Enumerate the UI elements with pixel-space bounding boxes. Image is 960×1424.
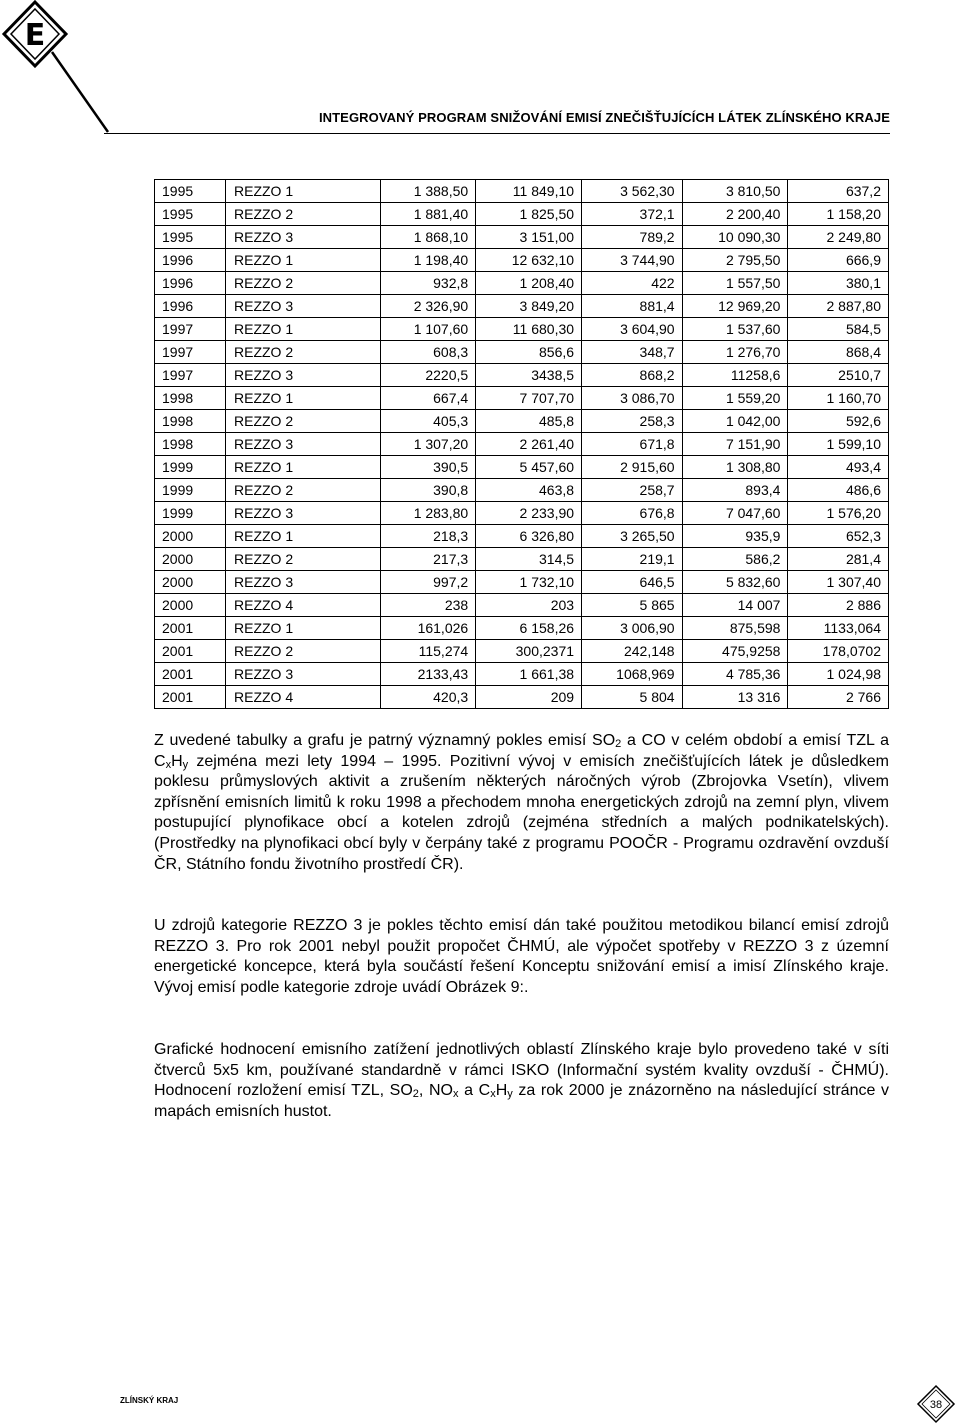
value-cell: 1 024,98 [788, 663, 889, 686]
value-cell: 12 632,10 [476, 249, 582, 272]
value-cell: 1 307,40 [788, 571, 889, 594]
value-cell: 7 707,70 [476, 387, 582, 410]
value-cell: 584,5 [788, 318, 889, 341]
category-cell: REZZO 1 [226, 249, 381, 272]
category-cell: REZZO 2 [226, 640, 381, 663]
table-row [155, 571, 889, 594]
year-cell: 1995 [155, 180, 226, 203]
value-cell: 2 249,80 [788, 226, 889, 249]
category-cell: REZZO 1 [226, 617, 381, 640]
year-cell: 1997 [155, 318, 226, 341]
category-cell: REZZO 2 [226, 341, 381, 364]
value-cell: 1 388,50 [381, 180, 476, 203]
value-cell: 586,2 [682, 548, 788, 571]
emissions-table [154, 179, 889, 709]
value-cell: 997,2 [381, 571, 476, 594]
value-cell: 1 559,20 [682, 387, 788, 410]
paragraph-3: Grafické hodnocení emisního zatížení jednotlivých oblastí Zlínského kraje bylo provedeno také v síti čtverců 5x5 km, používané standardně v rámci ISKO (Informační systém kvality ovzduší - ČHMÚ). Hodnocení rozložení emisí TZL, $SO_2$, $NO_x$ a $C_xH_y$ za rok 2000 je znázorněno na následující stránce v mapách emisních hustot. [154, 1041, 889, 1120]
category-cell: REZZO 3 [226, 433, 381, 456]
value-cell: 856,6 [476, 341, 582, 364]
value-cell: 881,4 [582, 295, 683, 318]
value-cell: 5 832,60 [682, 571, 788, 594]
value-cell: 7 047,60 [682, 502, 788, 525]
year-cell: 2001 [155, 617, 226, 640]
table-row [155, 226, 889, 249]
table-row [155, 525, 889, 548]
value-cell: 209 [476, 686, 582, 709]
table-row [155, 249, 889, 272]
category-cell: REZZO 2 [226, 548, 381, 571]
value-cell: 932,8 [381, 272, 476, 295]
year-cell: 1996 [155, 295, 226, 318]
table-row [155, 479, 889, 502]
value-cell: 300,2371 [476, 640, 582, 663]
year-cell: 2001 [155, 663, 226, 686]
paragraph-1: Z uvedené tabulky a grafu je patrný významný pokles emisí $SO_2$ a CO v celém období a emisí TZL a $C_xH_y$ zejména mezi lety 1994 – 1995. Pozitivní vývoj v emisích znečišťujících látek je důsledkem poklesu průmyslových aktivit a zrušením některých náročných výrob (Zbrojovka Vsetín), vlivem zpřísnění emisních limitů k roku 1998 a přechodem mnoha energetických zdrojů na zemní plyn, vlivem postupující plynofikace obcí a kotelen zdrojů (zejména středních a malých podnikatelských). (Prostředky na plynofikaci obcí byly v čerpány také z programu POOČR - Programu ozdravění ovzduší ČR, Státního fondu životního prostředí ČR). [154, 732, 890, 873]
category-cell: REZZO 3 [226, 364, 381, 387]
value-cell: 5 457,60 [476, 456, 582, 479]
table-row [155, 548, 889, 571]
value-cell: 1 825,50 [476, 203, 582, 226]
year-cell: 1998 [155, 433, 226, 456]
value-cell: 935,9 [682, 525, 788, 548]
value-cell: 493,4 [788, 456, 889, 479]
value-cell: 1 276,70 [682, 341, 788, 364]
year-cell: 2000 [155, 525, 226, 548]
category-cell: REZZO 3 [226, 502, 381, 525]
value-cell: 676,8 [582, 502, 683, 525]
value-cell: 422 [582, 272, 683, 295]
category-cell: REZZO 1 [226, 180, 381, 203]
value-cell: 420,3 [381, 686, 476, 709]
category-cell: REZZO 2 [226, 203, 381, 226]
value-cell: 372,1 [582, 203, 683, 226]
value-cell: 2 766 [788, 686, 889, 709]
value-cell: 3 604,90 [582, 318, 683, 341]
value-cell: 11 680,30 [476, 318, 582, 341]
value-cell: 6 158,26 [476, 617, 582, 640]
category-cell: REZZO 1 [226, 318, 381, 341]
table-row [155, 272, 889, 295]
value-cell: 348,7 [582, 341, 683, 364]
value-cell: 218,3 [381, 525, 476, 548]
value-cell: 1 307,20 [381, 433, 476, 456]
value-cell: 868,2 [582, 364, 683, 387]
paragraph-2: U zdrojů kategorie REZZO 3 je pokles těchto emisí dán také použitou metodikou bilancí emisí zdrojů REZZO 3. Pro rok 2001 nebyl použit propočet ČHMÚ, ale výpočet spotřeby v REZZO 3 z územní energetické koncepce, která byla součástí řešení Konceptu snižování emisí a imisí Zlínského kraje. Vývoj emisí podle kategorie zdroje uvádí Obrázek 9:. [154, 917, 889, 996]
value-cell: 1 160,70 [788, 387, 889, 410]
value-cell: 3 810,50 [682, 180, 788, 203]
value-cell: 203 [476, 594, 582, 617]
table-row [155, 341, 889, 364]
category-cell: REZZO 4 [226, 686, 381, 709]
value-cell: 3 086,70 [582, 387, 683, 410]
value-cell: 1 661,38 [476, 663, 582, 686]
category-cell: REZZO 1 [226, 525, 381, 548]
year-cell: 1995 [155, 226, 226, 249]
value-cell: 475,9258 [682, 640, 788, 663]
value-cell: 178,0702 [788, 640, 889, 663]
year-cell: 1999 [155, 479, 226, 502]
value-cell: 281,4 [788, 548, 889, 571]
value-cell: 161,026 [381, 617, 476, 640]
value-cell: 390,5 [381, 456, 476, 479]
year-cell: 2000 [155, 594, 226, 617]
year-cell: 2000 [155, 571, 226, 594]
category-cell: REZZO 3 [226, 226, 381, 249]
table-row [155, 686, 889, 709]
table-row [155, 433, 889, 456]
table-row [155, 318, 889, 341]
value-cell: 1 557,50 [682, 272, 788, 295]
table-row [155, 410, 889, 433]
value-cell: 2 233,90 [476, 502, 582, 525]
value-cell: 217,3 [381, 548, 476, 571]
category-cell: REZZO 3 [226, 571, 381, 594]
table-row [155, 456, 889, 479]
value-cell: 2 886 [788, 594, 889, 617]
value-cell: 2220,5 [381, 364, 476, 387]
value-cell: 3 562,30 [582, 180, 683, 203]
table-row [155, 502, 889, 525]
year-cell: 1999 [155, 456, 226, 479]
value-cell: 875,598 [682, 617, 788, 640]
year-cell: 1997 [155, 341, 226, 364]
value-cell: 1 576,20 [788, 502, 889, 525]
value-cell: 14 007 [682, 594, 788, 617]
value-cell: 671,8 [582, 433, 683, 456]
year-cell: 1995 [155, 203, 226, 226]
table-row [155, 180, 889, 203]
value-cell: 5 804 [582, 686, 683, 709]
value-cell: 608,3 [381, 341, 476, 364]
year-cell: 2001 [155, 640, 226, 663]
year-cell: 2000 [155, 548, 226, 571]
value-cell: 637,2 [788, 180, 889, 203]
value-cell: 1133,064 [788, 617, 889, 640]
value-cell: 258,7 [582, 479, 683, 502]
value-cell: 1 107,60 [381, 318, 476, 341]
value-cell: 2 915,60 [582, 456, 683, 479]
value-cell: 1 198,40 [381, 249, 476, 272]
category-cell: REZZO 3 [226, 295, 381, 318]
value-cell: 652,3 [788, 525, 889, 548]
category-cell: REZZO 1 [226, 456, 381, 479]
year-cell: 1998 [155, 387, 226, 410]
table-row [155, 594, 889, 617]
value-cell: 3 265,50 [582, 525, 683, 548]
value-cell: 1 599,10 [788, 433, 889, 456]
value-cell: 3438,5 [476, 364, 582, 387]
table-row [155, 663, 889, 686]
value-cell: 789,2 [582, 226, 683, 249]
value-cell: 405,3 [381, 410, 476, 433]
value-cell: 2 326,90 [381, 295, 476, 318]
value-cell: 3 006,90 [582, 617, 683, 640]
value-cell: 485,8 [476, 410, 582, 433]
table-row [155, 387, 889, 410]
value-cell: 258,3 [582, 410, 683, 433]
value-cell: 592,6 [788, 410, 889, 433]
year-cell: 1996 [155, 249, 226, 272]
table-row [155, 295, 889, 318]
page-number: 38 [929, 1399, 943, 1411]
value-cell: 219,1 [582, 548, 683, 571]
year-cell: 1997 [155, 364, 226, 387]
value-cell: 868,4 [788, 341, 889, 364]
value-cell: 115,274 [381, 640, 476, 663]
value-cell: 2510,7 [788, 364, 889, 387]
value-cell: 1 537,60 [682, 318, 788, 341]
value-cell: 13 316 [682, 686, 788, 709]
value-cell: 2133,43 [381, 663, 476, 686]
value-cell: 314,5 [476, 548, 582, 571]
value-cell: 3 151,00 [476, 226, 582, 249]
category-cell: REZZO 3 [226, 663, 381, 686]
value-cell: 2 200,40 [682, 203, 788, 226]
value-cell: 7 151,90 [682, 433, 788, 456]
value-cell: 1 042,00 [682, 410, 788, 433]
page-number-badge [916, 1384, 956, 1424]
value-cell: 463,8 [476, 479, 582, 502]
header-rule [104, 133, 890, 134]
value-cell: 5 865 [582, 594, 683, 617]
value-cell: 893,4 [682, 479, 788, 502]
value-cell: 390,8 [381, 479, 476, 502]
value-cell: 2 261,40 [476, 433, 582, 456]
value-cell: 646,5 [582, 571, 683, 594]
year-cell: 2001 [155, 686, 226, 709]
value-cell: 6 326,80 [476, 525, 582, 548]
value-cell: 10 090,30 [682, 226, 788, 249]
table-body [155, 180, 889, 709]
value-cell: 667,4 [381, 387, 476, 410]
value-cell: 1 868,10 [381, 226, 476, 249]
value-cell: 1 308,80 [682, 456, 788, 479]
table-row [155, 364, 889, 387]
value-cell: 3 744,90 [582, 249, 683, 272]
value-cell: 1068,969 [582, 663, 683, 686]
value-cell: 4 785,36 [682, 663, 788, 686]
value-cell: 1 208,40 [476, 272, 582, 295]
value-cell: 11 849,10 [476, 180, 582, 203]
logo-letter: E [24, 18, 46, 53]
value-cell: 2 887,80 [788, 295, 889, 318]
value-cell: 3 849,20 [476, 295, 582, 318]
category-cell: REZZO 1 [226, 387, 381, 410]
value-cell: 1 158,20 [788, 203, 889, 226]
year-cell: 1996 [155, 272, 226, 295]
value-cell: 238 [381, 594, 476, 617]
category-cell: REZZO 2 [226, 410, 381, 433]
value-cell: 486,6 [788, 479, 889, 502]
value-cell: 1 881,40 [381, 203, 476, 226]
value-cell: 2 795,50 [682, 249, 788, 272]
value-cell: 11258,6 [682, 364, 788, 387]
value-cell: 12 969,20 [682, 295, 788, 318]
category-cell: REZZO 2 [226, 272, 381, 295]
value-cell: 380,1 [788, 272, 889, 295]
table-row [155, 617, 889, 640]
value-cell: 1 283,80 [381, 502, 476, 525]
value-cell: 1 732,10 [476, 571, 582, 594]
table-row [155, 640, 889, 663]
header-title: INTEGROVANÝ PROGRAM SNIŽOVÁNÍ EMISÍ ZNEČIŠŤUJÍCÍCH LÁTEK ZLÍNSKÉHO KRAJE [318, 110, 890, 125]
category-cell: REZZO 4 [226, 594, 381, 617]
value-cell: 242,148 [582, 640, 683, 663]
value-cell: 666,9 [788, 249, 889, 272]
table-row [155, 203, 889, 226]
year-cell: 1999 [155, 502, 226, 525]
year-cell: 1998 [155, 410, 226, 433]
footer-region-label: ZLÍNSKÝ KRAJ [120, 1396, 179, 1405]
category-cell: REZZO 2 [226, 479, 381, 502]
